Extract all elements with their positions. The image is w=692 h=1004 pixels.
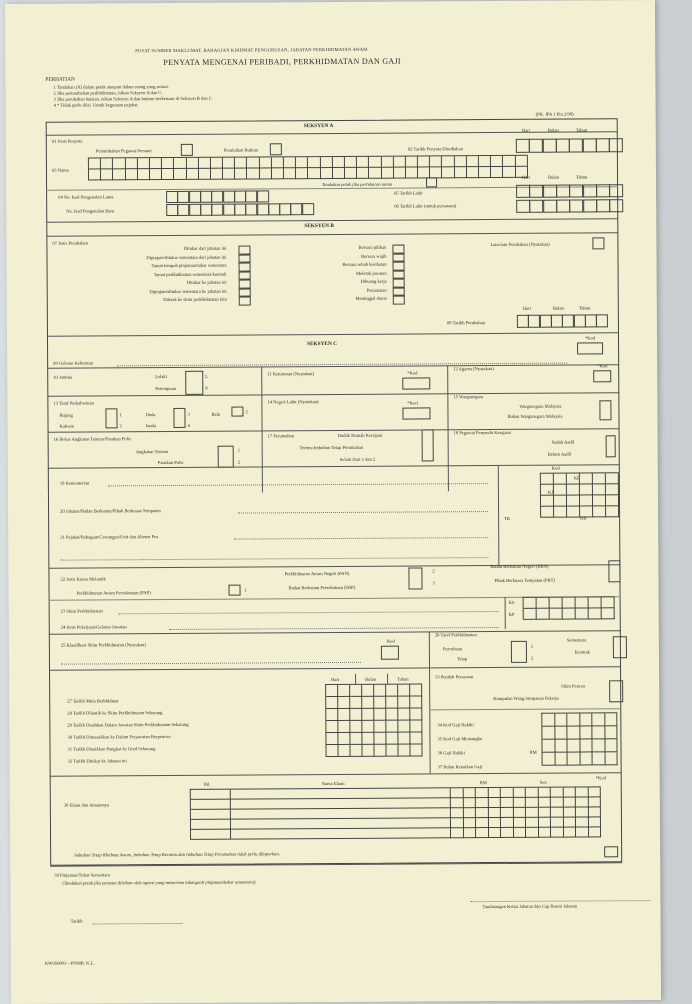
sen-head: Sen: [539, 779, 547, 785]
hari-head-2: Hari: [522, 174, 531, 180]
f01a-label: Pertambahan Pegawai/Senarai: [95, 148, 152, 154]
f18a-label: Sudah Aadil: [551, 439, 575, 445]
f11-kod-head: *Kod: [407, 370, 418, 376]
f38-kod-head: *Kod: [595, 775, 606, 781]
form-code: (PR. JPA 1 Pin 2/98): [535, 111, 574, 117]
f22d-label: Badan Berkanun Negeri (BBN): [490, 563, 549, 570]
print-code: KW050893—PNMB. K.L.: [44, 960, 95, 966]
section-c-title: SEKSYEN C: [307, 340, 337, 348]
f05-label: 05 Tarikh Lahir: [394, 190, 423, 196]
f15b-label: Bukan Warganegara Malaysia: [507, 413, 563, 419]
f13-janda: Janda: [145, 423, 157, 429]
f24-label: 24 Jenis Pekerjaan/Gelaran Jawatan: [60, 624, 127, 630]
f10-gender-box[interactable]: [185, 371, 203, 395]
change-option-1-checkbox[interactable]: [238, 254, 250, 263]
f18b-label: Belum Aadil: [547, 451, 572, 457]
f03-name-grid[interactable]: [88, 155, 531, 181]
f25-kod-head: Kod: [386, 638, 395, 644]
f04-old-ic-cells[interactable]: [166, 190, 268, 203]
kb-label: KB: [580, 515, 587, 521]
f01b-label: Perubahan Butiran: [223, 147, 259, 153]
f26-n1: 1: [530, 643, 534, 649]
f15-box[interactable]: [599, 400, 611, 420]
f14-label: 14 Negeri Lahir (Nyatakan): [267, 399, 319, 405]
date-row-1: 28 Tarikh Dilantik ke Skim Perkhidmatan Sekarang: [67, 710, 163, 716]
f13-duda: Duda: [145, 412, 156, 418]
tarikh-label: Tarikh: [70, 918, 83, 924]
f22a-box[interactable]: [229, 585, 241, 596]
rm-label: RM: [529, 749, 537, 755]
f13-box-c[interactable]: [231, 407, 243, 417]
f22-n3: 3: [432, 580, 435, 586]
f10-l-code: L: [205, 373, 209, 379]
f22-label: 22 Jenis Kuasa Melantik: [60, 576, 106, 582]
retire-option-2: Bersara sebab kesihatan: [342, 261, 387, 267]
section-b-title: SEKSYEN B: [304, 222, 334, 230]
f12-kod-head: *Kod: [597, 363, 608, 369]
allowance-table[interactable]: [190, 786, 601, 840]
f10b-label: Perempuan: [155, 385, 176, 392]
tahun-head: Tahun: [575, 127, 588, 133]
change-option-6: Diletak ke skim perkhidmatan lain: [163, 296, 227, 303]
f26a-label: Percubaan: [442, 646, 463, 652]
hari-head: Hari: [521, 127, 530, 133]
f15-label: 15 Warganegara: [453, 394, 484, 400]
f22b-label: Perkhidmatan Awam Negeri (PAN): [284, 570, 350, 577]
kr-label: KR: [573, 475, 581, 481]
f10-p-code: P: [205, 385, 208, 391]
signature-label: Tandatangan Ketua Jabatan dan Cap Rasmi Jabatan: [482, 903, 578, 910]
f39-label: 39 Pinjaman/Tukar Sementara: [54, 872, 111, 878]
f18-label: 18 Pegawai Pemandu Kerajaan: [453, 429, 511, 436]
f04b-label: No. Kad Pengenalan Baru: [66, 208, 115, 214]
f23-label: 23 Skim Perkhidmatan: [60, 608, 103, 614]
retire-option-1-checkbox[interactable]: [392, 253, 404, 262]
retire-option-4: Dibuang kerja: [360, 278, 387, 284]
f19-label: 19 Kementerian: [59, 480, 90, 486]
change-option-2-checkbox[interactable]: [239, 262, 251, 271]
retire-option-0: Bersara pilihan: [358, 244, 387, 250]
f13-bujang: Bujang: [59, 412, 73, 418]
f22de-box[interactable]: [608, 560, 620, 582]
f09-kod-box[interactable]: [577, 342, 603, 354]
f25-label: 25 Klasifikasi Skim Perkhidmatan (Nyatakan): [60, 642, 146, 648]
f16-n1: 1: [237, 447, 240, 453]
n4: 4: [187, 422, 190, 428]
f17b-label: Terima Imbuhan Tetap Perumahan: [299, 444, 364, 451]
change-option-3-checkbox[interactable]: [239, 271, 251, 280]
bil-head: Bil.: [203, 781, 211, 787]
f13-balu: Balu: [211, 411, 221, 417]
section-a-title: SEKSYEN A: [303, 122, 334, 130]
f13-kahwin: Kahwin: [59, 423, 75, 429]
f03-change-checkbox[interactable]: [426, 177, 437, 187]
retire-option-2-checkbox[interactable]: [393, 262, 405, 271]
f06-date-cells[interactable]: [516, 199, 623, 213]
f35-label: 35 Kod Gaji Memangku: [437, 736, 483, 742]
f16b-label: Pasukan Polis: [157, 459, 184, 466]
n5: 5: [245, 409, 248, 415]
f04-label: 04 No. Kad Pengenalan Lama: [58, 194, 114, 200]
other-change-label: Lain-lain Perubahan (Nyatakan): [490, 241, 550, 248]
f26-label: 26 Taraf Perkhidmatan: [434, 632, 477, 638]
f15a-label: Warganegara Malaysia: [519, 403, 562, 409]
note-3: 3 Jika perubahan butiran, isikan Seksyen A dan butiran berkenaan di Seksyen B dan C: [53, 95, 212, 102]
form-title: PENYATA MENGENAI PERIBADI, PERKHIDMATAN DAN GAJI: [163, 56, 401, 68]
f10-label: 10 Jantina: [53, 374, 73, 380]
f09-label: 09 Gelaran Kehormat: [53, 360, 93, 366]
other-change-checkbox[interactable]: [592, 237, 604, 249]
notes-title: PERHATIAN: [45, 76, 75, 83]
note-4: 4 * Tidak perlu diisi. Untuk kegunaan pejabat.: [53, 102, 139, 108]
f10a-label: Lelaki: [155, 374, 167, 380]
f38-label: 38 Elaun dan Amaunnya: [63, 802, 110, 808]
f34-label: 34 Kod Gaji Hakiki: [437, 722, 474, 728]
dates-tahun: Tahun: [397, 676, 409, 682]
f33a-label: Skim Pencen: [561, 683, 586, 689]
f13-box-a[interactable]: [105, 408, 117, 428]
rm-head: RM: [479, 780, 487, 786]
f17a-label: Duduk Rumah Kerajaan: [337, 432, 383, 438]
f39-note: (Tandakan petak jika penyata diisikan oleh agensi yang menerima tukarganti pinjaman/tukar sementara): [62, 879, 256, 886]
n1: 1: [119, 412, 122, 418]
f17-box[interactable]: [422, 429, 434, 461]
f33b-label: Kumpulan Wang Simpanan Pekerja: [493, 695, 559, 702]
retire-option-5: Penamatan: [366, 287, 387, 293]
f01-label: 01 Jenis Penyata: [51, 138, 83, 144]
date-row-3: 30 Tarikh Dimasukkan ke Dalam Perjawatan Berpencen: [67, 733, 171, 740]
kod-head-2: Kod: [551, 465, 560, 471]
f21-label: 21 Pejabat/Bahagian/Cawangan/Unit dan Alamat Pos: [60, 534, 159, 540]
agency-line: PUSAT SUMBER MAKLUMAT, BAHAGIAN KHIDMAT PENGURUSAN, JABATAN PERKHIDMATAN AWAM: [135, 46, 368, 54]
date-row-2: 29 Tarikh Disahkan Dalam Jawatan Skim Perkhidmatan Sekarang: [67, 721, 189, 728]
bulan-head-2: Bulan: [548, 174, 560, 180]
ks-label: KS: [508, 599, 515, 605]
f38-note: Imbuhan Tetap Khidmat Awam, Imbuhan Tetap Keraian dan Imbuhan Tetap Perumahan tidak perlu dilaporkan.: [74, 851, 280, 858]
f17-label: 17 Perumahan: [267, 433, 295, 439]
f26cd-box[interactable]: [613, 636, 627, 658]
change-option-4-checkbox[interactable]: [239, 279, 251, 288]
f25-kod-box[interactable]: [381, 646, 399, 660]
change-option-5: Dipinjam/ditukar sementara ke jabatan ini: [149, 288, 227, 294]
f18-box[interactable]: [606, 435, 616, 457]
change-option-1: Dipinjam/ditukar sementara dari jabatan ini: [146, 254, 227, 260]
change-option-6-checkbox[interactable]: [239, 296, 251, 305]
f08-date-cells[interactable]: [517, 314, 608, 328]
f17c-label: Selain Dari 1 dan 2: [339, 456, 376, 462]
f26ab-box[interactable]: [511, 641, 527, 663]
f01b-checkbox[interactable]: [270, 143, 282, 155]
f01a-checkbox[interactable]: [181, 144, 193, 156]
bulan-head-3: Bulan: [552, 305, 564, 311]
retire-option-4-checkbox[interactable]: [393, 279, 405, 288]
f22-n2: 2: [432, 568, 435, 574]
f22bc-box[interactable]: [408, 567, 422, 589]
f16a-label: Angkatan Tentera: [135, 449, 169, 455]
salary-grid[interactable]: [541, 712, 617, 765]
bulan-head: Bulan: [547, 127, 559, 133]
retire-option-0-checkbox[interactable]: [392, 245, 404, 254]
f16-n2: 2: [237, 459, 241, 465]
form-sheet: [5, 0, 661, 1004]
tk-label: TK: [504, 515, 511, 521]
f16-box[interactable]: [218, 446, 234, 468]
f36-label: 36 Gaji Hakiki: [437, 750, 465, 756]
change-option-2: Tamat tempoh pinjaman/tukar sementara: [151, 262, 227, 269]
f07-label: 07 Jenis Perubahan: [52, 240, 88, 246]
f13-label: 13 Taraf Perkahwinan: [53, 400, 94, 406]
change-option-0: Ditukar dari jabatan ini: [183, 245, 227, 251]
f03-note: Tandakan petak jika pertukaran nama: [322, 181, 393, 188]
f26d-label: Kontrak: [574, 649, 590, 655]
f12-kod-box[interactable]: [593, 370, 611, 382]
f14-kod-head: *Kod: [407, 400, 418, 406]
change-option-0-checkbox[interactable]: [238, 245, 250, 254]
f22c-label: Badan Berkanun Persekutuan (SBP): [288, 584, 356, 591]
f22-n1: 1: [244, 587, 247, 593]
retire-option-5-checkbox[interactable]: [393, 287, 405, 296]
retire-option-3-checkbox[interactable]: [393, 270, 405, 279]
f03-label: 03 Nama: [51, 167, 69, 173]
f02-label: 02 Tarikh Penyata Disediakan: [407, 146, 463, 152]
f08-label: 08 Tarikh Perubahan: [446, 320, 486, 326]
f11-label: 11 Keturunan (Nyatakan): [267, 371, 315, 377]
f14-kod-box[interactable]: [402, 407, 430, 419]
retire-option-3: Meletak jawatan: [356, 270, 387, 276]
f33-box[interactable]: [609, 680, 623, 702]
tahun-head-2: Tahun: [576, 174, 588, 180]
f33-label: 33 Pendah Persaraan: [435, 674, 474, 680]
retire-option-6: Meninggal dunia: [355, 295, 387, 301]
n2: 2: [119, 423, 122, 429]
nama-elaun-head: Nama Elaun: [321, 780, 345, 787]
ks-kp-grid[interactable]: [523, 596, 615, 620]
f11-kod-box[interactable]: [402, 377, 430, 389]
note-2: 2 Jika pertambahan perkhidmatan, isikan Seksyen A dan C.: [53, 90, 163, 96]
f06-label: 06 Tarikh Lahir (untuk persaraan): [394, 203, 457, 209]
change-option-5-checkbox[interactable]: [239, 288, 251, 297]
dates-grid[interactable]: [325, 683, 422, 757]
date-row-5: 32 Tarikh Ditukar ke Jabatan ini: [67, 758, 127, 764]
f26c-label: Sementara: [566, 637, 587, 643]
kod-head: *Kod: [584, 335, 596, 341]
f22e-label: Pihak Berkuasa Tempatan (PBT): [494, 577, 555, 584]
f04-new-ic-cells[interactable]: [166, 203, 313, 216]
hari-head-3: Hari: [522, 305, 532, 311]
n3: 3: [187, 411, 190, 417]
f13-box-b[interactable]: [173, 408, 185, 428]
kj-label: KJ: [547, 489, 554, 495]
f26-n2: 2: [530, 655, 534, 661]
f16-label: 16 Bekas Angkatan Tentera/Pasukan Polis: [53, 436, 132, 442]
f38-box[interactable]: [604, 846, 618, 857]
dates-hari: Hari: [331, 676, 340, 683]
note-1: 1 Tandakan (X) dalam petak ataupun dalam ruang yang sesuai.: [53, 83, 169, 90]
date-row-0: 27 Tarikh Mula Berkhidmat: [67, 698, 119, 704]
dates-bulan: Bulan: [365, 676, 377, 682]
kp-label: KP: [508, 611, 515, 617]
f02-date-cells[interactable]: [516, 138, 623, 153]
f12-label: 12 Agama (Nyatakan): [453, 366, 494, 372]
f22a-label: Perkhidmatan Awam Persekutuan (PAP): [76, 590, 151, 596]
f20-label: 20 Jabatan/Badan Berkanun/Pihak Berkuasa Tempatan: [60, 508, 161, 514]
tahun-head-3: Tahun: [578, 305, 591, 311]
change-option-3: Tamat perkhidmatan sementara/kontrak: [153, 271, 227, 277]
retire-option-6-checkbox[interactable]: [393, 296, 405, 305]
f05-date-cells[interactable]: [516, 184, 623, 198]
f37-label: 37 Bulan Kenaikan Gaji: [437, 764, 483, 770]
retire-option-1: Bersara wajib: [361, 253, 387, 259]
change-option-4: Ditukar ke jabatan ini: [186, 279, 227, 285]
date-row-4: 31 Tarikh Dinaikkan Pangkat ke Gred Sekarang: [67, 746, 156, 752]
f26b-label: Tetap: [456, 656, 468, 662]
